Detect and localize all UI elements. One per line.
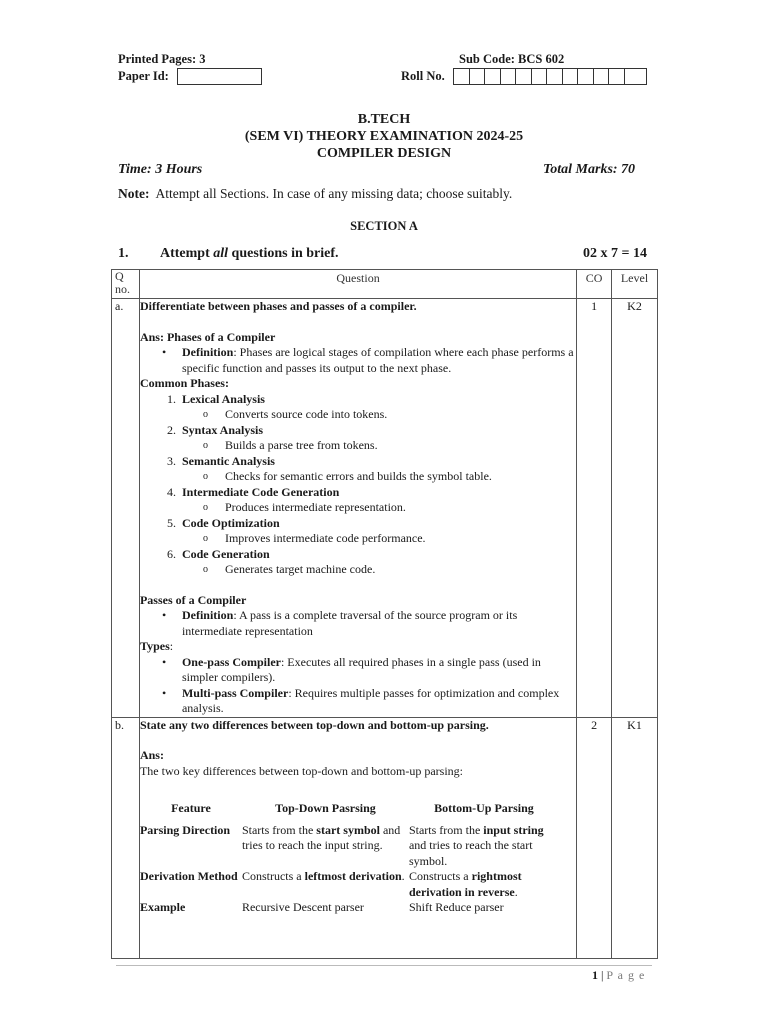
phase-item (166, 453, 576, 470)
one-pass-label: One-pass Compiler (181, 654, 281, 669)
paper-id-label: Paper Id: (118, 69, 169, 83)
row-b-ans-intro: The two key differences between top-down and bottom-up parsing: (139, 763, 463, 778)
multi-pass-text: : Requires multiple passes for optimization and complex analysis. (181, 685, 560, 715)
cmp-td-bold: leftmost derivation (304, 869, 402, 883)
cmp-bu-post: and tries to reach the start symbol. (408, 838, 533, 868)
comparison-row (140, 869, 559, 900)
phase-name: Intermediate Code Generation (181, 484, 340, 499)
cmp-header-bottom-up: Bottom-Up Parsing (434, 801, 534, 815)
cmp-bottom-up (409, 823, 559, 870)
phase-name: Code Optimization (181, 515, 280, 530)
phase-name: Syntax Analysis (181, 422, 263, 437)
phase-desc-text: Produces intermediate representation. (224, 500, 406, 514)
note-text: Attempt all Sections. In case of any missing data; choose suitably. (155, 186, 513, 201)
cmp-feature: Example (139, 900, 186, 914)
phase-item (166, 546, 576, 563)
roll-no-boxes[interactable] (453, 68, 647, 85)
cmp-bu-pre: Shift Reduce parser (408, 900, 504, 914)
phases-answer-title: Ans: Phases of a Compiler (139, 329, 276, 344)
cmp-bu-bold: input string (483, 822, 544, 837)
cmp-feature: Parsing Direction (139, 822, 231, 837)
section-title: SECTION A (350, 219, 418, 233)
phase-name: Lexical Analysis (181, 391, 265, 406)
cmp-td-pre: Starts from the (241, 822, 317, 837)
note-label: Note: (118, 186, 150, 201)
phase-item (166, 484, 576, 501)
phase-description (202, 531, 576, 547)
phase-desc-text: Converts source code into tokens. (224, 407, 388, 421)
question-instruction (160, 246, 339, 262)
circle-bullet-icon: o (202, 502, 208, 513)
phase-desc-text: Generates target machine code. (224, 562, 376, 576)
phase-list (140, 392, 576, 578)
cmp-bottom-up (409, 900, 559, 916)
cmp-td-pre: Recursive Descent parser (241, 900, 364, 914)
time-label: Time: 3 Hours (118, 162, 203, 177)
phase-number: 3. (166, 453, 176, 468)
phase-number: 2. (166, 422, 176, 437)
page-number: 1 (592, 968, 598, 982)
cmp-top-down (242, 900, 409, 916)
row-a-question-cell (139, 299, 576, 718)
one-pass-item: • One-pass Compiler: Executes all required phases in a single pass (used in simpler compilers). (161, 654, 541, 684)
multi-pass-label: Multi-pass Compiler (181, 685, 289, 700)
row-b-question: State any two differences between top-down and bottom-up parsing. (139, 717, 489, 732)
row-a-level: K2 (612, 299, 658, 718)
cmp-feature: Derivation Method (139, 869, 238, 883)
comparison-row (140, 823, 559, 870)
circle-bullet-icon: o (202, 564, 208, 575)
comparison-row (140, 900, 559, 916)
phase-description (202, 469, 576, 485)
one-pass-text: : Executes all required phases in a single pass (used in simpler compilers). (181, 654, 541, 684)
phase-def-label: Definition (181, 345, 234, 359)
comparison-table (140, 801, 559, 916)
phase-item (166, 515, 576, 532)
degree-title: B.TECH (357, 112, 411, 127)
phase-description (202, 562, 576, 578)
cmp-td-post: . (401, 869, 405, 883)
row-a-question: Differentiate between phases and passes of a compiler. (139, 299, 417, 313)
common-phases-label: Common Phases: (139, 376, 229, 390)
pass-def-label: Definition (181, 608, 234, 622)
phase-number: 1. (166, 391, 176, 406)
circle-bullet-icon: o (202, 533, 208, 544)
circle-bullet-icon: o (202, 440, 208, 451)
page-sep: | (598, 968, 607, 982)
phase-number: 6. (166, 546, 176, 561)
cmp-td-pre: Constructs a (241, 869, 305, 883)
question-header: Question (139, 270, 576, 299)
circle-bullet-icon: o (202, 409, 208, 420)
types-colon: : (169, 639, 174, 653)
table-header-row (112, 270, 658, 299)
row-a-co: 1 (577, 299, 612, 718)
co-header: CO (577, 270, 612, 299)
qno-header-line2: no. (115, 282, 130, 296)
exam-title: (SEM VI) THEORY EXAMINATION 2024-25 (244, 129, 524, 144)
phase-item (166, 391, 576, 408)
printed-pages: Printed Pages: 3 (118, 52, 206, 66)
types-label (140, 639, 576, 655)
row-a-qno: a. (112, 299, 140, 718)
cmp-bu-pre: Constructs a (408, 869, 472, 883)
instruction-em: all (213, 246, 229, 261)
question-number: 1. (118, 246, 129, 261)
cmp-top-down (242, 869, 409, 900)
row-b-question-cell (139, 717, 576, 958)
phase-definition: • Definition: Phases are logical stages of compilation where each phase performs a specific function and passes its output to the next phase. (161, 345, 574, 375)
passes-title: Passes of a Compiler (139, 592, 247, 607)
phase-item (166, 422, 576, 439)
page-footer (592, 968, 645, 983)
table-row (112, 299, 658, 718)
phase-description (202, 500, 576, 516)
page-word: P a g e (606, 968, 646, 982)
cmp-header-feature: Feature (171, 801, 211, 815)
subject-title: COMPILER DESIGN (316, 146, 452, 161)
qno-header-line1: Q (115, 269, 124, 283)
note (118, 186, 512, 202)
row-b-co: 2 (577, 717, 612, 958)
phase-def-text: : Phases are logical stages of compilation where each phase performs a specific function and passes its output to the next phase. (181, 345, 574, 375)
phase-description (202, 438, 576, 454)
instruction-pre: Attempt (160, 246, 214, 261)
cmp-bu-post: . (514, 884, 518, 899)
table-row (112, 717, 658, 958)
qno-header (112, 270, 140, 299)
phase-description (202, 407, 576, 423)
phase-number: 5. (166, 515, 176, 530)
circle-bullet-icon: o (202, 471, 208, 482)
sub-code: Sub Code: BCS 602 (459, 52, 565, 66)
pass-def-text: : A pass is a complete traversal of the source program or its intermediate representation (181, 608, 518, 638)
phase-name: Code Generation (181, 546, 270, 561)
level-header: Level (612, 270, 658, 299)
cmp-bu-pre: Starts from the (408, 822, 484, 837)
row-b-qno: b. (112, 717, 140, 958)
question-marks: 02 x 7 = 14 (583, 246, 647, 261)
cmp-bu-bold: rightmost derivation in reverse (408, 869, 522, 899)
phase-name: Semantic Analysis (181, 453, 275, 468)
cmp-td-bold: start symbol (316, 822, 380, 837)
phase-desc-text: Builds a parse tree from tokens. (224, 438, 378, 452)
cmp-header-top-down: Top-Down Pasrsing (275, 801, 376, 815)
paper-id-box[interactable] (177, 68, 262, 85)
pass-definition: • Definition: A pass is a complete traversal of the source program or its intermediate representation (161, 608, 518, 638)
phase-desc-text: Checks for semantic errors and builds the symbol table. (224, 469, 492, 483)
phase-desc-text: Improves intermediate code performance. (224, 531, 426, 545)
types-label-text: Types (139, 639, 170, 653)
cmp-top-down (242, 823, 409, 870)
total-marks: Total Marks: 70 (543, 162, 636, 177)
cmp-td-post: and tries to reach the input string. (241, 822, 401, 852)
roll-no-label: Roll No. (401, 69, 445, 83)
multi-pass-item: • Multi-pass Compiler: Requires multiple passes for optimization and complex analysis. (161, 685, 560, 715)
comparison-header-row (140, 801, 559, 823)
row-b-ans-label: Ans: (139, 748, 164, 762)
instruction-post: questions in brief. (228, 246, 339, 261)
row-b-level: K1 (612, 717, 658, 958)
question-table (111, 269, 658, 959)
footer-rule (116, 965, 652, 966)
phase-number: 4. (166, 484, 176, 499)
cmp-bottom-up (409, 869, 559, 900)
